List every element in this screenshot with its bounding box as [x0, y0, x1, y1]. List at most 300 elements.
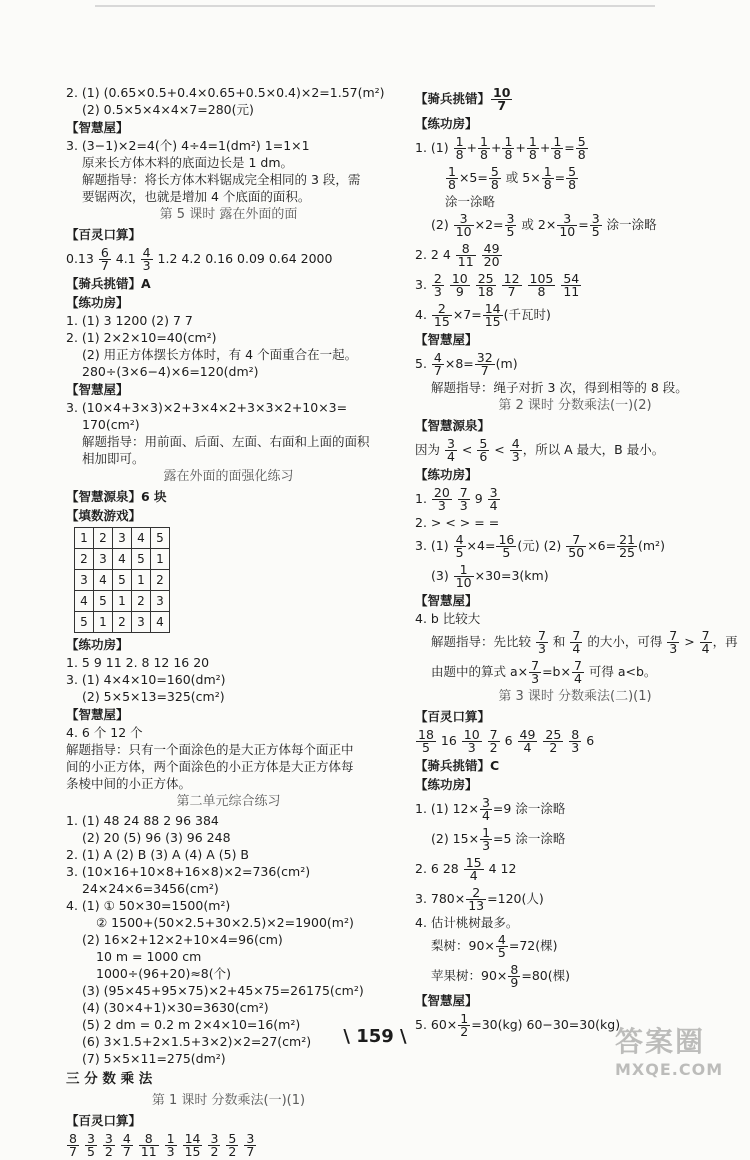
- numerator: 49: [519, 727, 536, 742]
- answer-line: [415, 210, 735, 240]
- text-segment: [134, 1137, 138, 1152]
- grid-cell: 2: [132, 591, 151, 612]
- answer-line: [66, 1130, 391, 1160]
- fraction: [700, 630, 712, 655]
- text-segment: 3. (1): [415, 538, 453, 553]
- numerator: 25: [545, 727, 562, 742]
- denominator: 8: [480, 147, 488, 162]
- text-segment: 1.: [415, 491, 431, 506]
- denominator: 9: [510, 975, 519, 990]
- answer-line: 4. 6 个 12 个: [66, 725, 143, 740]
- denominator: 5: [86, 1144, 95, 1159]
- text-segment: 解题指导：先比较: [431, 634, 535, 649]
- grid-cell: 5: [94, 591, 113, 612]
- text-segment: ，所以 A 最大，B 最小。: [522, 442, 665, 457]
- answer-line: [415, 270, 735, 300]
- text-segment: 4 12: [484, 861, 517, 876]
- text-segment: 可得 a<b。: [584, 664, 657, 679]
- answer-line: [415, 726, 735, 756]
- fraction: [667, 630, 679, 655]
- denominator: 8: [528, 147, 537, 162]
- denominator: 11: [563, 284, 580, 299]
- fraction: [475, 352, 495, 377]
- grid-cell: 5: [75, 612, 94, 633]
- denominator: 15: [484, 314, 501, 329]
- answer-line: 4. 估计桃树最多。: [415, 915, 519, 930]
- numerator: 18: [418, 727, 434, 742]
- denominator: 4: [572, 641, 581, 656]
- numerator: 7: [566, 534, 586, 547]
- numerator: 2: [433, 271, 442, 286]
- fraction: [572, 660, 584, 685]
- text-segment: ×6=: [587, 538, 617, 553]
- fraction: [496, 934, 508, 959]
- denominator: 2: [210, 1144, 219, 1159]
- text-segment: ×8=: [444, 356, 474, 371]
- denominator: 3: [437, 498, 446, 513]
- text-segment: =120(人): [487, 891, 544, 906]
- answer-line: [415, 435, 735, 465]
- answer-line: 1. (1) 3 1200 (2) 7 7: [66, 313, 193, 328]
- watermark-logo: [615, 1020, 745, 1079]
- numerator: 5: [479, 436, 488, 451]
- top-rule: [95, 5, 655, 7]
- denominator: 8: [568, 177, 577, 192]
- denominator: 5: [455, 545, 464, 560]
- answer-line: 1. (1) 48 24 88 2 96 384: [66, 813, 219, 828]
- denominator: 7: [480, 363, 489, 378]
- denominator: 3: [531, 671, 540, 686]
- answer-line: 原来长方体木料的底面边长是 1 dm。: [82, 155, 294, 170]
- text-segment: 4.1: [111, 251, 140, 266]
- denominator: 2: [228, 1144, 237, 1159]
- denominator: 15: [184, 1144, 201, 1159]
- numerator: 5: [568, 164, 577, 179]
- section-heading: 【智慧源泉】6 块: [66, 489, 167, 504]
- numerator: 4: [433, 350, 442, 365]
- grid-cell: 2: [94, 528, 113, 549]
- answer-line: (2) 16×2+12×2+10×4=96(cm): [82, 932, 283, 947]
- answer-line: 要锯两次，也就是增加 4 个底面的面积。: [82, 189, 311, 204]
- denominator: 8: [553, 147, 562, 162]
- fraction: [183, 1133, 203, 1158]
- fraction: [491, 87, 512, 112]
- text-segment: [477, 247, 481, 262]
- grid-cell: 4: [132, 528, 151, 549]
- answer-line: [415, 300, 735, 330]
- fraction: [244, 1133, 256, 1158]
- numerator: 8: [69, 1131, 77, 1146]
- text-segment: =b×: [542, 664, 571, 679]
- text-segment: [116, 1137, 120, 1152]
- denominator: 25: [619, 545, 635, 560]
- grid-row: [75, 528, 170, 549]
- section-heading: 【智慧源泉】: [415, 418, 491, 433]
- answer-line: 间的小正方体，两个面涂色的小正方体是大正方体每: [66, 759, 354, 774]
- text-segment: (2): [431, 217, 453, 232]
- section-heading: 【骑兵挑错】A: [66, 276, 151, 291]
- grid-cell: 4: [113, 549, 132, 570]
- denominator: 4: [701, 641, 710, 656]
- answer-line: 解题指导：用前面、后面、左面、右面和上面的面积: [82, 434, 370, 449]
- numerator: 3: [446, 436, 455, 451]
- denominator: 7: [433, 363, 442, 378]
- numerator: 7: [701, 628, 710, 643]
- watermark-url: MXQE.COM: [615, 1060, 724, 1079]
- grid-cell: 3: [151, 591, 170, 612]
- text-segment: ×30=3(km): [474, 568, 549, 583]
- denominator: 5: [502, 545, 511, 560]
- section-heading: 【填数游戏】: [66, 508, 142, 523]
- denominator: 7: [246, 1144, 255, 1159]
- text-segment: [556, 277, 560, 292]
- answer-line: 3. (1) 4×4×10=160(dm²): [66, 672, 226, 687]
- fraction: [454, 136, 466, 161]
- numerator: 105: [529, 271, 554, 286]
- denominator: 5: [506, 224, 515, 239]
- text-segment: [445, 277, 449, 292]
- text-segment: 因为: [415, 442, 444, 457]
- numerator: 8: [139, 1133, 159, 1146]
- answer-line: [415, 133, 735, 163]
- answer-line: 解题指导：只有一个面涂色的是大正方体每个面正中: [66, 742, 354, 757]
- denominator: 9: [455, 284, 464, 299]
- numerator: 5: [490, 164, 499, 179]
- denominator: 4: [523, 740, 532, 755]
- fraction: [508, 964, 520, 989]
- fraction: [165, 1133, 177, 1158]
- grid-cell: 2: [75, 549, 94, 570]
- denominator: 5: [497, 945, 506, 960]
- text-segment: ×4=: [466, 538, 496, 553]
- text-segment: (m): [495, 356, 518, 371]
- grid-cell: 4: [94, 570, 113, 591]
- fraction: [466, 887, 486, 912]
- numerator: 12: [503, 271, 520, 286]
- numerator: 21: [619, 532, 635, 547]
- denominator: 7: [122, 1144, 131, 1159]
- section-heading: 【练功房】: [415, 116, 478, 131]
- grid-row: [75, 612, 170, 633]
- fraction: [518, 729, 538, 754]
- text-segment: 16: [436, 733, 461, 748]
- text-segment: 6: [582, 733, 595, 748]
- fraction: [529, 660, 541, 685]
- fraction: [576, 136, 588, 161]
- numerator: 1: [482, 825, 491, 840]
- denominator: 3: [142, 258, 151, 273]
- text-segment: +: [466, 140, 478, 155]
- grid-cell: 5: [132, 549, 151, 570]
- section-heading: 【练功房】: [415, 467, 478, 482]
- denominator: 5: [591, 224, 600, 239]
- denominator: 2: [460, 1024, 469, 1039]
- lesson-title: 第 5 课时 露在外面的面: [159, 207, 298, 222]
- denominator: 13: [468, 898, 485, 913]
- numerator: 10: [463, 727, 480, 742]
- numerator: 7: [572, 628, 581, 643]
- section-heading: 【智慧屋】: [66, 120, 129, 135]
- numerator: 4: [497, 932, 506, 947]
- denominator: 7: [100, 258, 109, 273]
- section-heading: 【百灵口算】: [66, 1113, 142, 1128]
- fraction: [502, 273, 522, 298]
- answer-line: 4. b 比较大: [415, 611, 481, 626]
- denominator: 4: [446, 449, 455, 464]
- grid-row: [75, 591, 170, 612]
- answer-line: 条棱中间的小正方体。: [66, 776, 192, 791]
- section-heading: 【智慧屋】: [66, 382, 129, 397]
- fraction: [103, 1133, 115, 1158]
- answer-line: (5) 2 dm = 0.2 m 2×4×10=16(m²): [82, 1017, 301, 1032]
- answer-line: 1. 5 9 11 2. 8 12 16 20: [66, 655, 210, 670]
- grid-cell: 2: [113, 612, 132, 633]
- text-segment: [523, 277, 527, 292]
- text-segment: 或 2×: [517, 217, 557, 232]
- watermark-text: 答案圈: [615, 1025, 706, 1058]
- numerator: 14: [184, 1131, 201, 1146]
- text-segment: 梨树：90×: [431, 938, 495, 953]
- text-segment: 4.: [415, 307, 431, 322]
- text-segment: 3. 780×: [415, 891, 466, 906]
- grid-cell: 3: [113, 528, 132, 549]
- denominator: 4: [489, 498, 498, 513]
- numerator: 1: [528, 134, 537, 149]
- text-segment: 6: [500, 733, 517, 748]
- numerator: 1: [455, 134, 464, 149]
- text-segment: [221, 1137, 225, 1152]
- section-heading: 【练功房】: [66, 295, 129, 310]
- fraction: [489, 166, 501, 191]
- answer-line: 3. (10×16+10×8+16×8)×2=736(cm²): [66, 864, 311, 879]
- text-segment: ×7=: [452, 307, 482, 322]
- text-segment: [453, 491, 457, 506]
- numerator: 14: [484, 301, 501, 316]
- numerator: 10: [493, 85, 511, 100]
- fraction: [458, 487, 470, 512]
- text-segment: >: [680, 634, 699, 649]
- text-segment: 苹果树：90×: [431, 968, 508, 983]
- section-heading: 【骑兵挑错】C: [415, 758, 500, 773]
- answer-line: 4. (1) ① 50×30=1500(m²): [66, 898, 231, 913]
- fraction: [566, 534, 586, 559]
- text-segment: [538, 733, 542, 748]
- answer-line: [415, 240, 735, 270]
- fraction: [483, 303, 503, 328]
- numerator: 7: [459, 485, 468, 500]
- numerator: 4: [122, 1131, 131, 1146]
- grid-cell: 4: [151, 612, 170, 633]
- answer-line: [415, 349, 735, 379]
- answer-line: [415, 484, 735, 514]
- grid-cell: 4: [75, 591, 94, 612]
- text-segment: 1. (1) 12×: [415, 801, 479, 816]
- fraction: [208, 1133, 220, 1158]
- fraction: [590, 213, 602, 238]
- fraction: [528, 273, 556, 298]
- fraction: [505, 213, 517, 238]
- numerator: 16: [498, 532, 515, 547]
- text-segment: =9 涂一涂略: [492, 801, 566, 816]
- grid-cell: 5: [113, 570, 132, 591]
- text-segment: ，再: [712, 634, 738, 649]
- numerator: 15: [465, 855, 482, 870]
- fraction: [561, 273, 581, 298]
- answer-line: (4) (30×4+1)×30=3630(cm²): [82, 1000, 269, 1015]
- denominator: 8: [455, 147, 464, 162]
- fraction: [464, 857, 484, 882]
- answer-line: [415, 961, 735, 991]
- text-segment: 涂一涂略: [602, 217, 657, 232]
- text-segment: [497, 277, 501, 292]
- denominator: 8: [490, 177, 499, 192]
- fraction: [551, 136, 563, 161]
- numerator: 2: [432, 303, 452, 316]
- numerator: 1: [448, 164, 456, 179]
- numerator: 8: [510, 962, 519, 977]
- text-segment: =: [564, 140, 575, 155]
- text-segment: 或 5×: [501, 170, 541, 185]
- denominator: 20: [483, 254, 500, 269]
- fraction: [446, 166, 458, 191]
- numerator: 7: [531, 658, 540, 673]
- denominator: 6: [479, 449, 488, 464]
- text-segment: 1.2 4.2 0.16 0.09 0.64 2000: [153, 251, 333, 266]
- answer-line: [415, 561, 735, 591]
- numerator: 3: [246, 1131, 255, 1146]
- left-column: [66, 84, 391, 1160]
- numerator: 3: [454, 213, 474, 226]
- fraction: [454, 213, 474, 238]
- answer-line: 相加即可。: [82, 451, 145, 466]
- fraction: [570, 630, 582, 655]
- answer-line: 24×24×6=3456(cm²): [82, 881, 219, 896]
- denominator: 8: [543, 177, 552, 192]
- numerator: 7: [537, 628, 546, 643]
- text-segment: +: [539, 140, 551, 155]
- answer-line: (2) 0.5×5×4×4×7=280(元): [82, 102, 254, 117]
- fraction: [226, 1133, 238, 1158]
- fraction: [482, 243, 502, 268]
- fraction: [496, 534, 516, 559]
- grid-cell: 1: [75, 528, 94, 549]
- text-segment: 5. 60×: [415, 1017, 458, 1032]
- fraction: [67, 1133, 79, 1158]
- denominator: 2: [549, 740, 558, 755]
- text-segment: 2. 6 28: [415, 861, 463, 876]
- denominator: 3: [537, 641, 546, 656]
- answer-line: (2) 20 (5) 96 (3) 96 248: [82, 830, 231, 845]
- numerator: 3: [557, 213, 577, 226]
- denominator: 3: [459, 498, 468, 513]
- denominator: 7: [497, 98, 507, 113]
- numerator: 7: [573, 658, 582, 673]
- text-segment: 9: [470, 491, 487, 506]
- numerator: 3: [210, 1131, 219, 1146]
- fraction: [543, 729, 563, 754]
- numerator: 4: [142, 245, 151, 260]
- denominator: 8: [537, 284, 546, 299]
- fraction: [85, 1133, 97, 1158]
- fraction: [476, 273, 496, 298]
- text-segment: 2. 2 4: [415, 247, 455, 262]
- text-segment: =80(棵): [521, 968, 570, 983]
- numerator: 1: [504, 134, 513, 149]
- fraction: [527, 136, 539, 161]
- answer-line: (2) 5×5×13=325(cm²): [82, 689, 225, 704]
- text-segment: 5.: [415, 356, 431, 371]
- text-segment: ×5=: [458, 170, 488, 185]
- section-heading: 【智慧屋】: [66, 707, 129, 722]
- answer-line: [415, 884, 735, 914]
- answer-line: (3) (95×45+95×75)×2+45×75=26175(cm²): [82, 983, 364, 998]
- answer-line: 2. > < > = =: [415, 515, 500, 530]
- text-segment: (元) (2): [517, 538, 566, 553]
- numerator: 3: [86, 1131, 95, 1146]
- answer-line: (7) 5×5×11=275(dm²): [82, 1051, 226, 1066]
- text-segment: (千瓦时): [503, 307, 551, 322]
- text-segment: [239, 1137, 243, 1152]
- page-number: \ 159 \: [343, 1026, 407, 1047]
- section-heading: [415, 84, 735, 114]
- fraction: [416, 729, 436, 754]
- text-segment: =30(kg) 60−30=30(kg): [471, 1017, 621, 1032]
- section-heading: 【百灵口算】: [66, 227, 142, 242]
- fraction: [432, 352, 444, 377]
- fraction: [480, 827, 492, 852]
- text-segment: (2) 15×: [431, 831, 480, 846]
- denominator: 5: [421, 740, 430, 755]
- text-segment: <: [457, 442, 477, 457]
- answer-line: 2. (1) 2×2×10=40(cm²): [66, 330, 217, 345]
- numerator: 2: [466, 887, 486, 900]
- fraction: [477, 438, 489, 463]
- section-heading: 【智慧屋】: [415, 332, 478, 347]
- grid-cell: 2: [151, 570, 170, 591]
- numerator: 32: [476, 350, 493, 365]
- denominator: 18: [477, 284, 494, 299]
- text-segment: [98, 1137, 102, 1152]
- answer-line: 2. (1) (0.65×0.5+0.4×0.65+0.5×0.4)×2=1.57(m²): [66, 85, 385, 100]
- text-segment: [471, 277, 475, 292]
- grid-cell: 3: [132, 612, 151, 633]
- text-segment: 0.13: [66, 251, 98, 266]
- fraction: [432, 303, 452, 328]
- denominator: 4: [573, 671, 582, 686]
- denominator: 8: [504, 147, 513, 162]
- denominator: 11: [140, 1144, 157, 1159]
- text-segment: <: [490, 442, 509, 457]
- text-segment: [160, 1137, 164, 1152]
- fraction: [478, 136, 490, 161]
- answer-line: 2. (1) A (2) B (3) A (4) A (5) B: [66, 847, 249, 862]
- denominator: 10: [559, 224, 576, 239]
- numerator: 7: [489, 727, 498, 742]
- answer-line: 170(cm²): [82, 417, 140, 432]
- numerator: 25: [477, 271, 494, 286]
- numerator: 54: [563, 271, 580, 286]
- answer-line: [415, 794, 735, 824]
- text-segment: +: [515, 140, 526, 155]
- fraction: [432, 487, 452, 512]
- numerator: 3: [489, 485, 498, 500]
- answer-line: ② 1500+(50×2.5+30×2.5)×2=1900(m²): [96, 915, 354, 930]
- fraction: [462, 729, 482, 754]
- answer-line: [66, 244, 391, 274]
- section-heading: 【练功房】: [66, 637, 129, 652]
- fraction: [480, 797, 492, 822]
- denominator: 3: [433, 284, 442, 299]
